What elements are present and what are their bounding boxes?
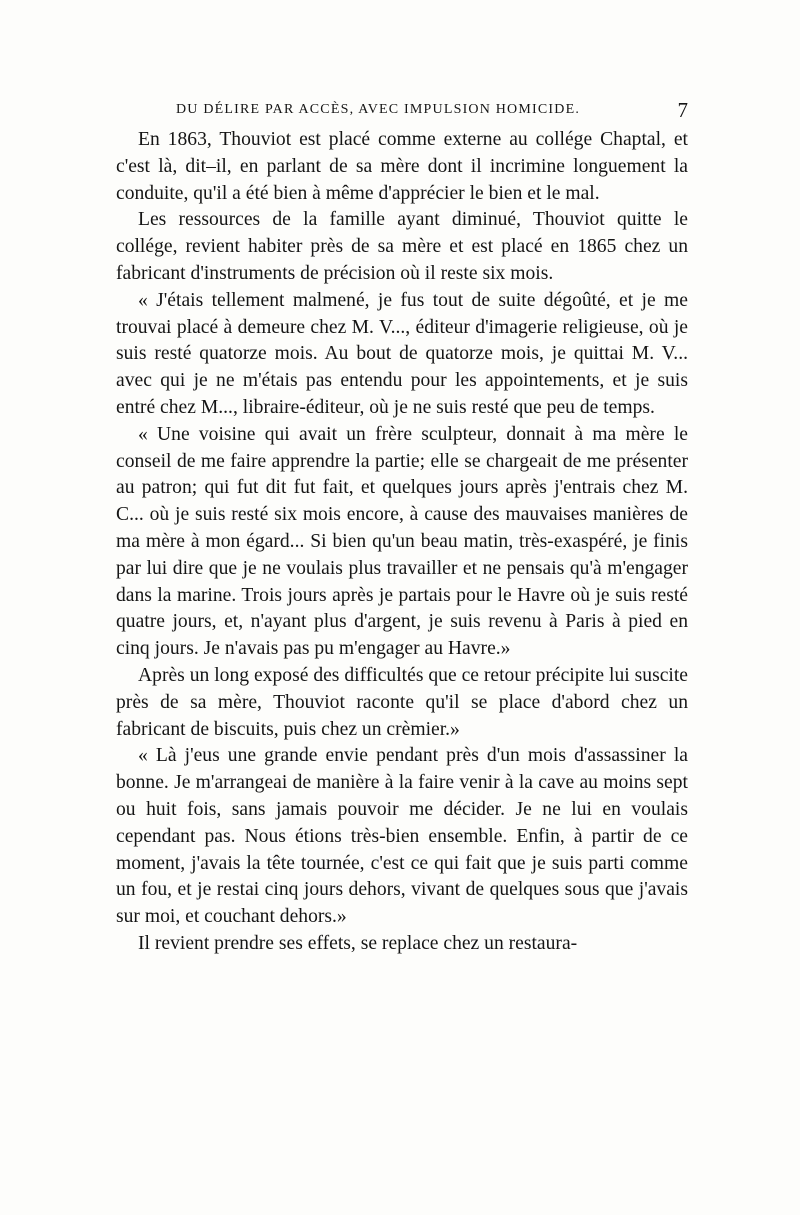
paragraph: Les ressources de la famille ayant diminué, Thouviot quitte le collége, revient habiter près de sa mère et est placé en 1865 chez un fabricant d'instruments de précision où il reste six mois.	[116, 209, 688, 284]
paragraph: En 1863, Thouviot est placé comme externe au collége Chaptal, et c'est là, dit–il, en parlant de sa mère dont il incrimine longuement la conduite, qu'il a été bien à même d'apprécier le bien et le mal.	[116, 129, 688, 204]
paragraph: « Là j'eus une grande envie pendant près d'un mois d'assassiner la bonne. Je m'arrangeai de manière à la faire venir à la cave au moins sept ou huit fois, sans jamais pouvoir me décider. Je ne lui en voulais cependant pas. Nous étions très-bien ensemble. Enfin, à partir de ce moment, j'avais la tête tournée, c'est ce qui fait que je suis parti comme un fou, et je restai cinq jours dehors, vivant de quelques sous que j'avais sur moi, et couchant dehors.»	[116, 745, 688, 928]
paragraph: « J'étais tellement malmené, je fus tout de suite dégoûté, et je me trouvai placé à demeure chez M. V..., éditeur d'imagerie religieuse, où je suis resté quatorze mois. Au bout de quatorze mois, je quittai M. V... avec qui je ne m'étais pas entendu pour les appointements, et je suis entré chez M..., libraire-éditeur, où je ne suis resté que peu de temps.	[116, 289, 688, 418]
running-head	[116, 98, 688, 124]
body-text	[116, 127, 688, 958]
running-title: DU DÉLIRE PAR ACCÈS, AVEC IMPULSION HOMICIDE.	[176, 102, 581, 117]
paragraph: Il revient prendre ses effets, se replace chez un restaura-	[138, 932, 578, 954]
paragraph: « Une voisine qui avait un frère sculpteur, donnait à ma mère le conseil de me faire apprendre la partie; elle se chargeait de me présenter au patron; qui fut dit fut fait, et quelques jours après j'entrais chez M. C... où je suis resté six mois encore, à cause des mauvaises manières de ma mère à mon égard... Si bien qu'un beau matin, très-exaspéré, je finis par lui dire que je ne voulais plus travailler et ne pensais qu'à m'engager dans la marine. Trois jours après je partais pour le Havre où je suis resté quatre jours, et, n'ayant plus d'argent, je suis revenu à Paris à pied en cinq jours. Je n'avais pas pu m'engager au Havre.»	[116, 423, 688, 660]
page-number: 7	[677, 98, 688, 122]
paragraph: Après un long exposé des difficultés que ce retour précipite lui suscite près de sa mère, Thouviot raconte qu'il se place d'abord chez un fabricant de biscuits, puis chez un crèmier.»	[116, 664, 688, 740]
